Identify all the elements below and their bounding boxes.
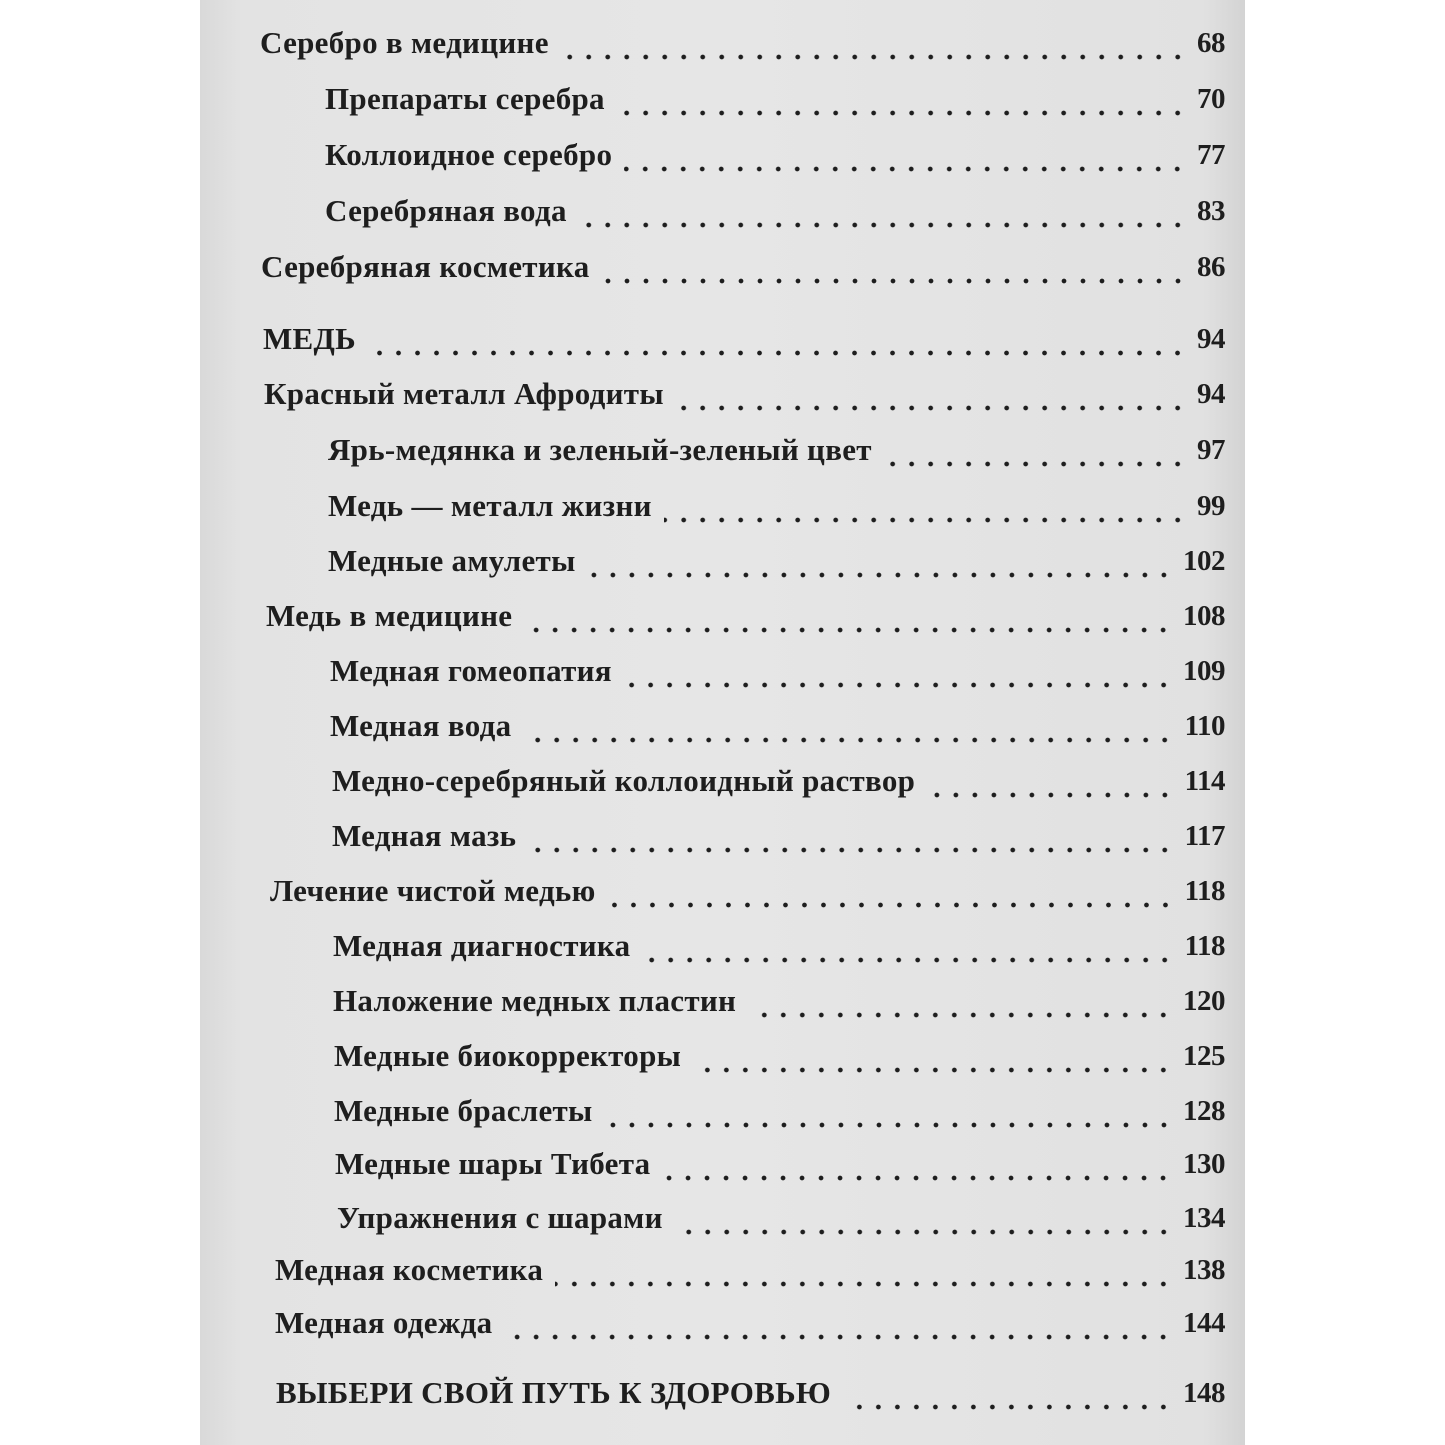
dot-leader bbox=[664, 485, 1187, 527]
toc-entry bbox=[333, 980, 1225, 1022]
dot-leader bbox=[662, 1143, 1173, 1185]
toc-entry-page: 94 bbox=[1197, 323, 1225, 355]
toc-entry bbox=[330, 650, 1225, 692]
toc-entry-page: 114 bbox=[1184, 765, 1225, 797]
toc-entry-page: 148 bbox=[1183, 1377, 1225, 1409]
toc-entry bbox=[328, 485, 1225, 527]
toc-entry-page: 118 bbox=[1184, 930, 1225, 962]
dot-leader bbox=[617, 78, 1187, 120]
toc-entry-title: Медные биокорректоры bbox=[334, 1038, 682, 1073]
toc-entry-title: Медная диагностика bbox=[333, 928, 631, 963]
toc-entry bbox=[335, 1143, 1225, 1185]
toc-entry-title: Медь в медицине bbox=[266, 598, 513, 633]
toc-entry-title: Препараты серебра bbox=[325, 81, 605, 116]
toc-entry-page: 110 bbox=[1184, 710, 1225, 742]
toc-entry-title: ВЫБЕРИ СВОЙ ПУТЬ К ЗДОРОВЬЮ bbox=[276, 1375, 832, 1410]
toc-entry-title: Медная мазь bbox=[332, 818, 517, 853]
dot-leader bbox=[884, 429, 1187, 471]
toc-entry-page: 77 bbox=[1197, 139, 1225, 171]
dot-leader bbox=[624, 134, 1187, 176]
toc-entry-title: Упражнения с шарами bbox=[337, 1200, 663, 1235]
toc-entry bbox=[325, 78, 1225, 120]
toc-entry-title: Красный металл Афродиты bbox=[264, 376, 664, 411]
dot-leader bbox=[524, 595, 1173, 637]
toc-entry bbox=[263, 318, 1225, 360]
toc-entry-page: 97 bbox=[1197, 434, 1225, 466]
toc-entry-title: Медные шары Тибета bbox=[335, 1146, 651, 1181]
toc-entry-title: Серебряная косметика bbox=[261, 249, 590, 284]
toc-entry bbox=[261, 246, 1225, 288]
toc-entry-page: 94 bbox=[1197, 378, 1225, 410]
dot-leader bbox=[368, 318, 1187, 360]
toc-entry bbox=[334, 1035, 1225, 1077]
toc-entry-page: 109 bbox=[1183, 655, 1225, 687]
toc-entry-page: 70 bbox=[1197, 83, 1225, 115]
dot-leader bbox=[602, 246, 1188, 288]
toc-entry bbox=[260, 22, 1225, 64]
toc-entry-title: Медно-серебряный коллоидный раствор bbox=[332, 763, 916, 798]
dot-leader bbox=[523, 705, 1174, 747]
toc-entry bbox=[325, 134, 1225, 176]
toc-entry-title: Медная косметика bbox=[275, 1252, 544, 1287]
toc-entry-title: Лечение чистой медью bbox=[270, 873, 596, 908]
toc-entry-page: 117 bbox=[1184, 820, 1225, 852]
toc-entry bbox=[266, 595, 1225, 637]
dot-leader bbox=[588, 540, 1173, 582]
toc-entry bbox=[328, 429, 1225, 471]
toc-entry-page: 118 bbox=[1184, 875, 1225, 907]
toc-entry bbox=[275, 1302, 1225, 1344]
toc-entry-page: 108 bbox=[1183, 600, 1225, 632]
toc-entry-title: Наложение медных пластин bbox=[333, 983, 737, 1018]
toc-entry-title: Медная вода bbox=[330, 708, 512, 743]
toc-entry bbox=[330, 705, 1225, 747]
toc-entry bbox=[334, 1090, 1225, 1132]
toc-entry-page: 134 bbox=[1183, 1202, 1225, 1234]
dot-leader bbox=[579, 190, 1187, 232]
dot-leader bbox=[843, 1372, 1173, 1414]
toc-entry-title: МЕДЬ bbox=[263, 321, 356, 356]
dot-leader bbox=[555, 1249, 1173, 1291]
book-page bbox=[200, 0, 1245, 1445]
table-of-contents bbox=[200, 0, 1245, 1445]
toc-entry-page: 86 bbox=[1197, 251, 1225, 283]
toc-entry-title: Медь — металл жизни bbox=[328, 488, 652, 523]
dot-leader bbox=[528, 815, 1174, 857]
toc-entry-title: Медные браслеты bbox=[334, 1093, 593, 1128]
dot-leader bbox=[504, 1302, 1173, 1344]
toc-entry bbox=[275, 1249, 1225, 1291]
toc-entry-title: Коллоидное серебро bbox=[325, 137, 613, 172]
toc-entry-page: 138 bbox=[1183, 1254, 1225, 1286]
toc-entry-page: 125 bbox=[1183, 1040, 1225, 1072]
toc-entry bbox=[270, 870, 1225, 912]
toc-entry-page: 130 bbox=[1183, 1148, 1225, 1180]
toc-entry bbox=[264, 373, 1225, 415]
toc-entry-page: 102 bbox=[1183, 545, 1225, 577]
toc-entry bbox=[332, 815, 1225, 857]
toc-entry bbox=[332, 760, 1225, 802]
toc-entry-page: 144 bbox=[1183, 1307, 1225, 1339]
toc-entry-page: 120 bbox=[1183, 985, 1225, 1017]
toc-entry bbox=[325, 190, 1225, 232]
dot-leader bbox=[624, 650, 1173, 692]
dot-leader bbox=[693, 1035, 1173, 1077]
dot-leader bbox=[748, 980, 1173, 1022]
toc-entry-title: Ярь-медянка и зеленый-зеленый цвет bbox=[328, 432, 872, 467]
dot-leader bbox=[605, 1090, 1173, 1132]
dot-leader bbox=[927, 760, 1174, 802]
toc-entry-title: Медные амулеты bbox=[328, 543, 576, 578]
toc-entry-page: 99 bbox=[1197, 490, 1225, 522]
toc-entry bbox=[276, 1372, 1225, 1414]
dot-leader bbox=[676, 373, 1187, 415]
toc-entry-title: Серебряная вода bbox=[325, 193, 567, 228]
toc-entry-title: Медная одежда bbox=[275, 1305, 493, 1340]
dot-leader bbox=[675, 1197, 1173, 1239]
toc-entry-page: 83 bbox=[1197, 195, 1225, 227]
toc-entry-page: 128 bbox=[1183, 1095, 1225, 1127]
toc-entry bbox=[333, 925, 1225, 967]
toc-entry-page: 68 bbox=[1197, 27, 1225, 59]
toc-entry-title: Медная гомеопатия bbox=[330, 653, 612, 688]
dot-leader bbox=[608, 870, 1175, 912]
toc-entry-title: Серебро в медицине bbox=[260, 25, 549, 60]
dot-leader bbox=[561, 22, 1187, 64]
toc-entry bbox=[337, 1197, 1225, 1239]
toc-entry bbox=[328, 540, 1225, 582]
dot-leader bbox=[642, 925, 1174, 967]
